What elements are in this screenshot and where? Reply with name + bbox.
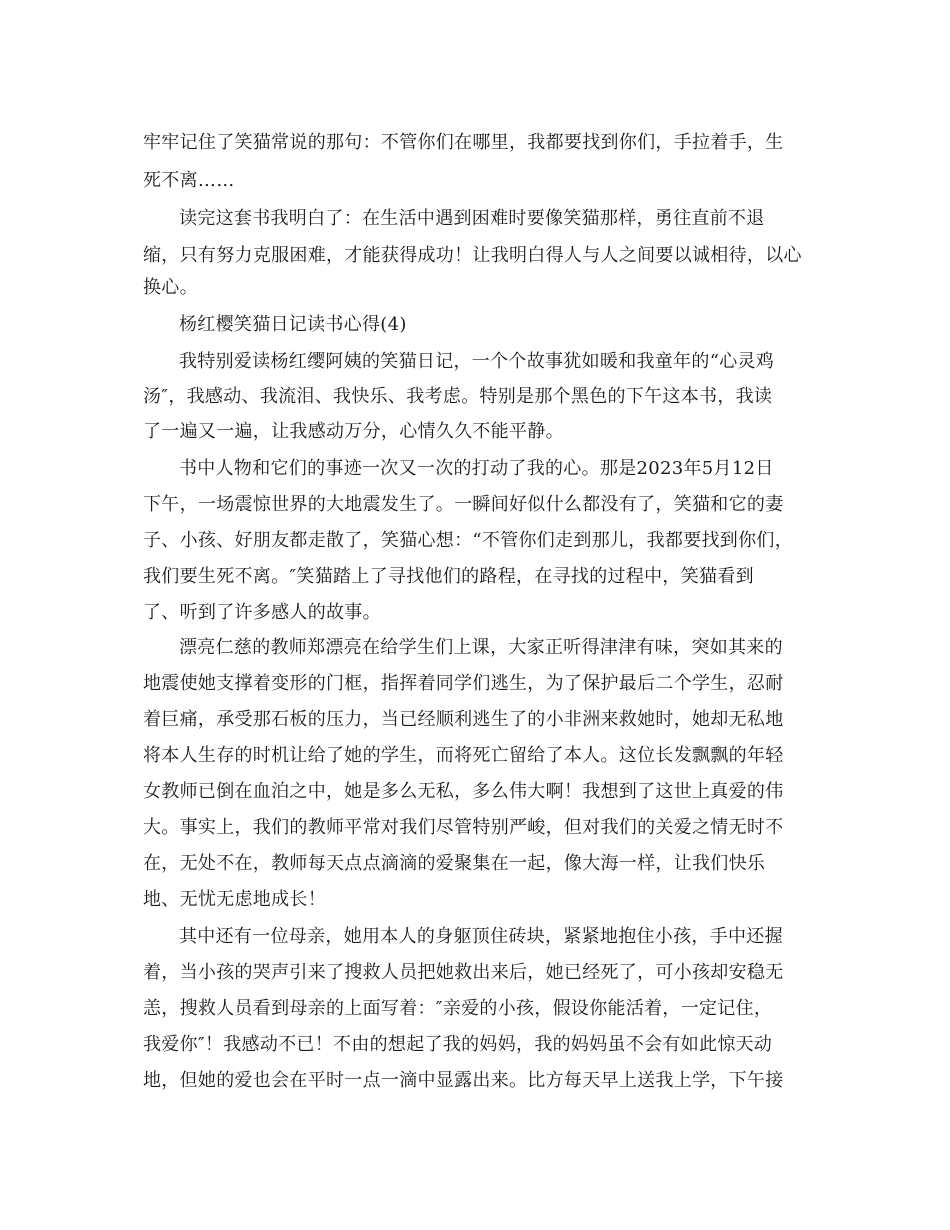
text-line: 下午，一场震惊世界的大地震发生了。一瞬间好似什么都没有了，笑猫和它的妻 <box>143 494 784 515</box>
text-line: 地震使她支撑着变形的门框，指挥着同学们逃生，为了保护最后二个学生，忍耐 <box>143 673 784 694</box>
text-line: 我特别爱读杨红缨阿姨的笑猫日记，一个个故事犹如暖和我童年的“心灵鸡 <box>179 351 775 372</box>
text-line: 大。事实上，我们的教师平常对我们尽管特别严峻，但对我们的关爱之情无时不 <box>143 817 784 838</box>
text-line: 着巨痛，承受那石板的压力，当已经顺利逃生了的小非洲来救她时，她却无私地 <box>143 709 784 730</box>
text-line: 了一遍又一遍，让我感动万分，心情久久不能平静。 <box>143 421 564 442</box>
text-line: 漂亮仁慈的教师郑漂亮在给学生们上课，大家正听得津津有味，突如其来的 <box>179 637 783 658</box>
text-line: 在，无处不在，教师每天点点滴滴的爱聚集在一起，像大海一样，让我们快乐 <box>143 853 766 874</box>
text-line: 了、听到了许多感人的故事。 <box>143 602 381 623</box>
text-line: 地，但她的爱也会在平时一点一滴中显露出来。比方每天早上送我上学，下午接 <box>143 1070 784 1091</box>
text-line: 读完这套书我明白了：在生活中遇到困难时要像笑猫那样，勇往直前不退 <box>179 208 765 229</box>
text-line: 我们要生死不离。″笑猫踏上了寻找他们的路程，在寻找的过程中，笑猫看到 <box>143 566 754 587</box>
text-line: 地、无忧无虑地成长！ <box>143 889 326 910</box>
text-line: 将本人生存的时机让给了她的学生，而将死亡留给了本人。这位长发飘飘的年轻 <box>143 745 784 766</box>
text-line: 书中人物和它们的事迹一次又一次的打动了我的心。那是2023年5月12日 <box>179 458 774 479</box>
text-line: 其中还有一位母亲，她用本人的身躯顶住砖块，紧紧地抱住小孩，手中还握 <box>179 926 783 947</box>
text-line: 子、小孩、好朋友都走散了，笑猫心想：“不管你们走到那儿，我都要找到你们， <box>143 530 793 551</box>
text-line: 死不离…… <box>143 170 235 191</box>
text-line: 我爱你″！我感动不已！不由的想起了我的妈妈，我的妈妈虽不会有如此惊天动 <box>143 1034 773 1055</box>
text-line: 汤″，我感动、我流泪、我快乐、我考虑。特别是那个黑色的下午这本书，我读 <box>143 386 773 407</box>
text-line: 着，当小孩的哭声引来了搜救人员把她救出来后，她已经死了，可小孩却安稳无 <box>143 962 784 983</box>
text-line: 女教师已倒在血泊之中，她是多么无私，多么伟大啊！我想到了这世上真爱的伟 <box>143 781 784 802</box>
text-line: 牢牢记住了笑猫常说的那句：不管你们在哪里，我都要找到你们，手拉着手，生 <box>143 132 784 153</box>
text-line: 缩，只有努力克服困难，才能获得成功！让我明白得人与人之间要以诚相待，以心 <box>143 245 802 266</box>
section-heading: 杨红樱笑猫日记读书心得(4) <box>179 314 407 335</box>
text-line: 恙，搜救人员看到母亲的上面写着：″亲爱的小孩，假设你能活着，一定记住， <box>143 998 773 1019</box>
text-line: 换心。 <box>143 277 198 298</box>
